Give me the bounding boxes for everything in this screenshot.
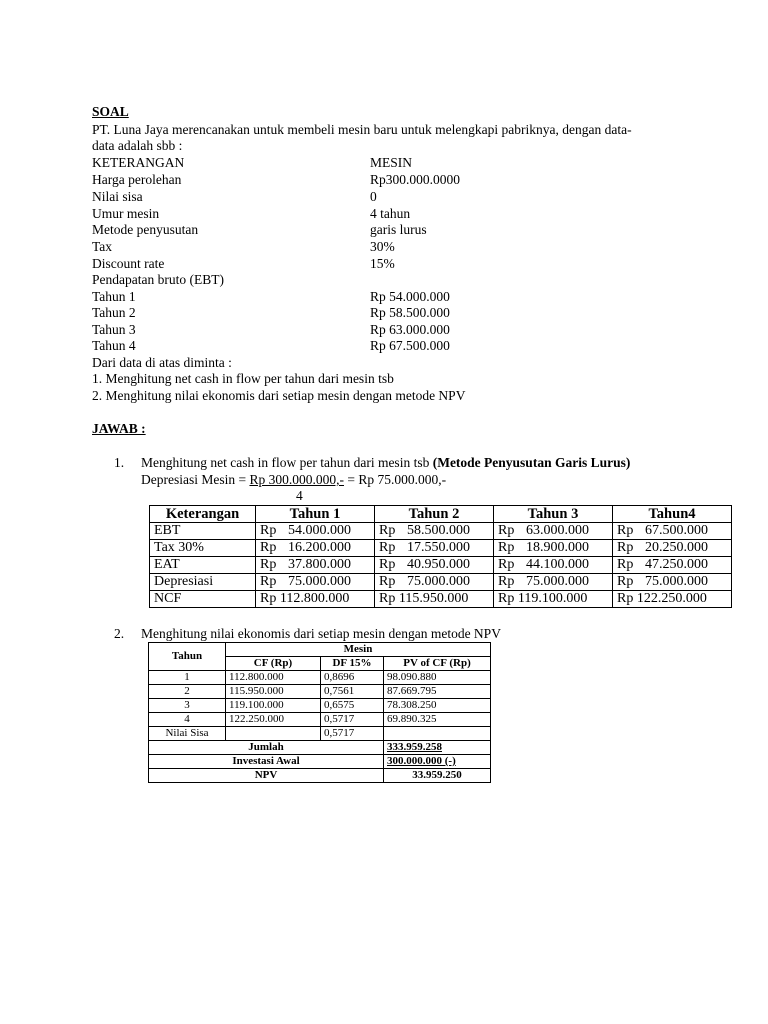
cell-value: 18.900.000 bbox=[526, 540, 589, 555]
header-tahun: Tahun bbox=[149, 643, 226, 671]
cell-pv bbox=[384, 727, 491, 741]
cell bbox=[256, 540, 375, 557]
currency: Rp bbox=[260, 574, 277, 589]
dep-numerator: Rp 300.000.000,- bbox=[249, 472, 344, 487]
currency: Rp bbox=[617, 540, 634, 555]
currency: Rp bbox=[260, 557, 277, 572]
cell-pv: 78.308.250 bbox=[384, 699, 491, 713]
depreciation-formula bbox=[141, 472, 446, 488]
cell-df: 0,7561 bbox=[321, 685, 384, 699]
row-value: Rp 67.500.000 bbox=[370, 338, 450, 353]
cell bbox=[375, 557, 494, 574]
currency: Rp bbox=[260, 540, 277, 555]
cell bbox=[375, 540, 494, 557]
cell-cf: 112.800.000 bbox=[226, 671, 321, 685]
currency: Rp bbox=[617, 591, 634, 606]
row-value: 30% bbox=[370, 239, 395, 254]
row-label: Tax 30% bbox=[150, 540, 256, 557]
cell-value: 47.250.000 bbox=[645, 557, 708, 572]
row-label: EBT bbox=[150, 523, 256, 540]
dep-denominator: 4 bbox=[296, 488, 303, 503]
row-value: Rp 54.000.000 bbox=[370, 289, 450, 304]
cell-df: 0,6575 bbox=[321, 699, 384, 713]
header-tahun-2: Tahun 2 bbox=[375, 506, 494, 523]
asked-intro: Dari data di atas diminta : bbox=[92, 355, 232, 370]
item-1-text: Menghitung net cash in flow per tahun dari mesin tsb bbox=[141, 455, 433, 470]
row-value: 0 bbox=[370, 189, 377, 204]
cell bbox=[375, 523, 494, 540]
row-label: NCF bbox=[150, 591, 256, 608]
row-value: garis lurus bbox=[370, 222, 427, 237]
currency: Rp bbox=[379, 591, 396, 606]
asked-item-1: 1. Menghitung net cash in flow per tahun dari mesin tsb bbox=[92, 371, 394, 386]
row-value: 4 tahun bbox=[370, 206, 411, 221]
currency: Rp bbox=[617, 574, 634, 589]
cell-tahun: 4 bbox=[149, 713, 226, 727]
header-pv: PV of CF (Rp) bbox=[384, 657, 491, 671]
header-mesin: Mesin bbox=[226, 643, 491, 657]
cell-value: 112.800.000 bbox=[279, 591, 350, 606]
cell bbox=[375, 591, 494, 608]
cell bbox=[613, 540, 732, 557]
row-label: Metode penyusutan bbox=[92, 222, 199, 237]
row-label: KETERANGAN bbox=[92, 155, 185, 170]
cell-value: 75.000.000 bbox=[645, 574, 708, 589]
cell-value: 75.000.000 bbox=[526, 574, 589, 589]
currency: Rp bbox=[379, 574, 396, 589]
cell-pv: 87.669.795 bbox=[384, 685, 491, 699]
cell-value: 63.000.000 bbox=[526, 523, 589, 538]
cell-value: 54.000.000 bbox=[288, 523, 351, 538]
item-1-number: 1. bbox=[114, 455, 125, 470]
cell-pv: 98.090.880 bbox=[384, 671, 491, 685]
cell-value: 58.500.000 bbox=[407, 523, 470, 538]
cell-value: 40.950.000 bbox=[407, 557, 470, 572]
row-label: Umur mesin bbox=[92, 206, 160, 221]
header-keterangan: Keterangan bbox=[150, 506, 256, 523]
currency: Rp bbox=[617, 523, 634, 538]
cell-value: 44.100.000 bbox=[526, 557, 589, 572]
asked-item-2: 2. Menghitung nilai ekonomis dari setiap mesin dengan metode NPV bbox=[92, 388, 466, 403]
table-row bbox=[149, 671, 491, 685]
row-label: EAT bbox=[150, 557, 256, 574]
cell bbox=[256, 591, 375, 608]
investasi-value: 300.000.000 (-) bbox=[384, 755, 491, 769]
cell-value: 16.200.000 bbox=[288, 540, 351, 555]
currency: Rp bbox=[260, 523, 277, 538]
cell-df: 0,5717 bbox=[321, 713, 384, 727]
table-row bbox=[150, 574, 732, 591]
cell-pv: 69.890.325 bbox=[384, 713, 491, 727]
currency: Rp bbox=[260, 591, 277, 606]
cell-value: 17.550.000 bbox=[407, 540, 470, 555]
cell-value: 119.100.000 bbox=[517, 591, 588, 606]
row-value: Rp300.000.0000 bbox=[370, 172, 461, 187]
jumlah-row bbox=[149, 741, 491, 755]
npv-row bbox=[149, 769, 491, 783]
dep-result: = Rp 75.000.000,- bbox=[343, 472, 447, 487]
cell bbox=[613, 557, 732, 574]
table-row bbox=[149, 699, 491, 713]
row-value: Rp 58.500.000 bbox=[370, 305, 450, 320]
cell bbox=[256, 557, 375, 574]
row-label: Discount rate bbox=[92, 256, 165, 271]
header-df: DF 15% bbox=[321, 657, 384, 671]
cell-value: 67.500.000 bbox=[645, 523, 708, 538]
row-label: Tahun 4 bbox=[92, 338, 136, 353]
row-label: Tax bbox=[92, 239, 113, 254]
row-label: Harga perolehan bbox=[92, 172, 182, 187]
cell-cf bbox=[226, 727, 321, 741]
cell bbox=[494, 540, 613, 557]
investasi-label: Investasi Awal bbox=[149, 755, 384, 769]
cell-value: 20.250.000 bbox=[645, 540, 708, 555]
cell bbox=[375, 574, 494, 591]
currency: Rp bbox=[498, 523, 515, 538]
row-label: Tahun 2 bbox=[92, 305, 136, 320]
currency: Rp bbox=[379, 523, 396, 538]
header-tahun-1: Tahun 1 bbox=[256, 506, 375, 523]
row-value: MESIN bbox=[370, 155, 413, 170]
row-label: Nilai sisa bbox=[92, 189, 143, 204]
cell bbox=[494, 591, 613, 608]
currency: Rp bbox=[617, 557, 634, 572]
cell-df: 0,8696 bbox=[321, 671, 384, 685]
header-tahun-3: Tahun 3 bbox=[494, 506, 613, 523]
cell-cf: 119.100.000 bbox=[226, 699, 321, 713]
cell-value: 75.000.000 bbox=[288, 574, 351, 589]
cell-value: 37.800.000 bbox=[288, 557, 351, 572]
table-row bbox=[150, 591, 732, 608]
cell-df: 0,5717 bbox=[321, 727, 384, 741]
cell bbox=[494, 523, 613, 540]
currency: Rp bbox=[379, 557, 396, 572]
table-row bbox=[149, 685, 491, 699]
jumlah-value: 333.959.258 bbox=[384, 741, 491, 755]
ncf-header-row bbox=[150, 506, 732, 523]
cell bbox=[494, 574, 613, 591]
ncf-table bbox=[149, 505, 732, 608]
item-1-method: (Metode Penyusutan Garis Lurus) bbox=[432, 455, 631, 470]
cell-cf: 115.950.000 bbox=[226, 685, 321, 699]
cell-tahun: 1 bbox=[149, 671, 226, 685]
item-2-title: Menghitung nilai ekonomis dari setiap mesin dengan metode NPV bbox=[141, 626, 501, 641]
npv-value: 33.959.250 bbox=[384, 769, 491, 783]
row-label: Pendapatan bruto (EBT) bbox=[92, 272, 224, 287]
npv-label: NPV bbox=[149, 769, 384, 783]
cell-cf: 122.250.000 bbox=[226, 713, 321, 727]
currency: Rp bbox=[498, 591, 515, 606]
row-value: 15% bbox=[370, 256, 395, 271]
cell bbox=[613, 523, 732, 540]
row-label: Depresiasi bbox=[150, 574, 256, 591]
jumlah-label: Jumlah bbox=[149, 741, 384, 755]
cell-value: 115.950.000 bbox=[398, 591, 469, 606]
cell bbox=[494, 557, 613, 574]
currency: Rp bbox=[498, 557, 515, 572]
header-tahun-4: Tahun4 bbox=[613, 506, 732, 523]
header-cf: CF (Rp) bbox=[226, 657, 321, 671]
cell-value: 75.000.000 bbox=[407, 574, 470, 589]
table-row bbox=[149, 713, 491, 727]
cell bbox=[256, 523, 375, 540]
cell bbox=[613, 574, 732, 591]
dep-prefix: Depresiasi Mesin = bbox=[141, 472, 250, 487]
cell-value: 122.250.000 bbox=[636, 591, 707, 606]
cell bbox=[256, 574, 375, 591]
soal-heading: SOAL bbox=[92, 104, 129, 119]
cell bbox=[613, 591, 732, 608]
currency: Rp bbox=[379, 540, 396, 555]
currency: Rp bbox=[498, 574, 515, 589]
row-label: Tahun 3 bbox=[92, 322, 136, 337]
item-2-number: 2. bbox=[114, 626, 125, 641]
table-row bbox=[150, 540, 732, 557]
jawab-heading: JAWAB : bbox=[92, 421, 146, 436]
row-value: Rp 63.000.000 bbox=[370, 322, 450, 337]
npv-table bbox=[148, 642, 491, 783]
intro-line-1: PT. Luna Jaya merencanakan untuk membeli mesin baru untuk melengkapi pabriknya, dengan data- bbox=[92, 122, 632, 137]
row-label: Tahun 1 bbox=[92, 289, 136, 304]
table-row bbox=[150, 557, 732, 574]
cell-tahun: 3 bbox=[149, 699, 226, 713]
item-1-title bbox=[141, 455, 630, 471]
intro-line-2: data adalah sbb : bbox=[92, 138, 183, 153]
cell-tahun: Nilai Sisa bbox=[149, 727, 226, 741]
table-row bbox=[149, 727, 491, 741]
table-row bbox=[150, 523, 732, 540]
npv-header-row-1 bbox=[149, 643, 491, 657]
currency: Rp bbox=[498, 540, 515, 555]
cell-tahun: 2 bbox=[149, 685, 226, 699]
investasi-row bbox=[149, 755, 491, 769]
